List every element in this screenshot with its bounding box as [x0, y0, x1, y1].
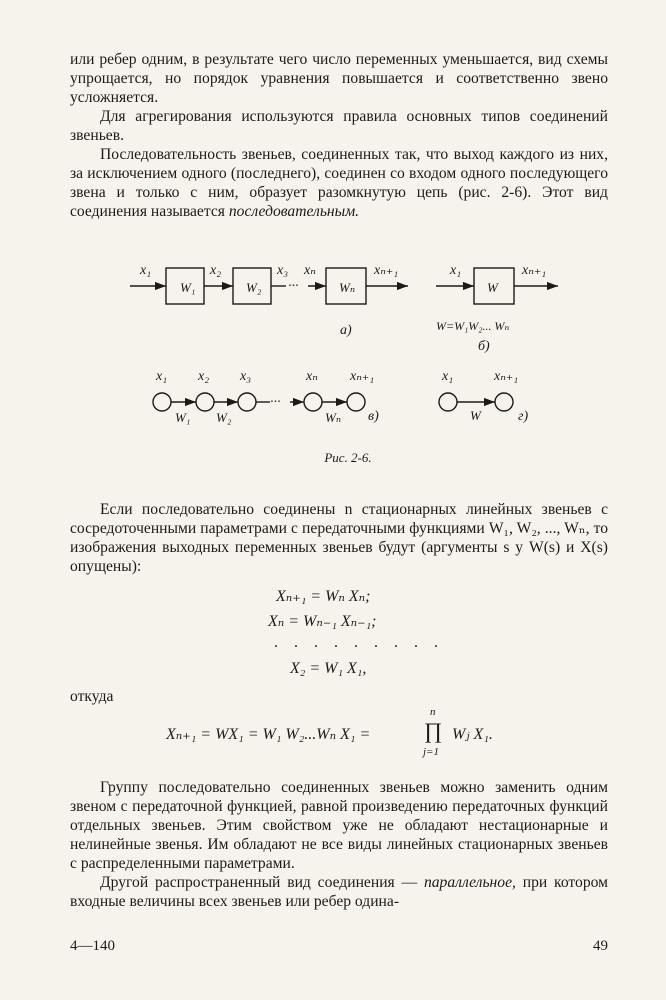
label-w1: W₁ [180, 280, 196, 295]
equation-main-left: Xₙ₊₁ = WX₁ = W₁ W₂...Wₙ X₁ = [166, 726, 371, 743]
equation-3: X₂ = W₁ X₁, [290, 660, 367, 677]
text-bottom [70, 778, 608, 911]
paragraph-4: Если последовательно соединены n стационарных линейных звеньев с сосредоточенными параметрами с передаточными функциями W₁, W₂, ..., Wₙ, то изображения выходных переменных звеньев будут (аргументы s у W(s) и X(s) опущены): [70, 501, 608, 575]
paragraph-2: Для агрегирования используются правила основных типов соединений звеньев. [70, 108, 608, 144]
label-x3-v: x₃ [240, 369, 252, 384]
paragraph-6-end: при котором входные величины всех звеньев или ребер одина- [70, 874, 608, 910]
paragraph-6-start: Другой распространенный вид соединения — [100, 874, 424, 891]
node-1 [153, 393, 171, 411]
label-xn-v: xₙ [306, 369, 318, 384]
label-wn: Wₙ [339, 280, 356, 295]
label-g: г) [518, 409, 529, 424]
dots-v: ··· [270, 395, 281, 410]
equation-dots: . . . . . . . . . [274, 634, 444, 651]
node-g1 [439, 393, 457, 411]
product-lower: j=1 [423, 746, 439, 758]
label-xn1-v: xₙ₊₁ [350, 369, 375, 384]
paragraph-3-text: Последовательность звеньев, соединенных так, что выход каждого из них, за исключением одного (последнего), соединен со входом одного последующего звена и только с ним, образует разомкнутую цепь (рис. 2-6). Этот вид соединения называется [70, 146, 608, 220]
label-x2-a: x₂ [210, 263, 222, 278]
product-upper: n [430, 706, 436, 718]
label-w-g: W [470, 408, 481, 423]
figure-diagram [118, 250, 578, 450]
diagram-a [130, 268, 408, 304]
product-symbol: ∏ [424, 718, 443, 743]
equation-2: Xₙ = Wₙ₋₁ Xₙ₋₁; [268, 613, 377, 630]
node-2 [196, 393, 214, 411]
signature-mark: 4—140 [70, 938, 115, 954]
label-w1-v: W₁ [175, 410, 191, 425]
node-n1 [347, 393, 365, 411]
label-xn1-g: xₙ₊₁ [494, 369, 519, 384]
label-b: б) [478, 339, 490, 354]
label-w2-v: W₂ [216, 410, 232, 425]
label-w2: W₂ [246, 280, 262, 295]
paragraph-3 [70, 145, 608, 221]
label-x2-v: x₂ [198, 369, 210, 384]
label-v: в) [368, 409, 379, 424]
term-parallel: параллельное, [423, 874, 516, 891]
label-a: а) [340, 323, 352, 338]
dots-a: ··· [288, 279, 299, 294]
equation-main-right: Wⱼ X₁. [452, 726, 493, 743]
paragraph-1: или ребер одним, в результате чего число переменных уменьшается, вид схемы упрощается, но порядок уравнения повышается и соответственно звено усложняется. [70, 51, 608, 106]
equation-1: Xₙ₊₁ = Wₙ Xₙ; [276, 588, 371, 605]
node-g2 [495, 393, 513, 411]
page-number: 49 [593, 938, 608, 954]
label-x3-a: x₃ [277, 263, 289, 278]
label-x1-g: x₁ [442, 369, 454, 384]
paragraph-6 [70, 873, 608, 911]
formula-b: W=W₁W₂... Wₙ [436, 319, 510, 333]
node-n [304, 393, 322, 411]
term-sequential: последовательным. [228, 203, 360, 220]
diagram-v [153, 393, 365, 411]
node-3 [238, 393, 256, 411]
text-mid [70, 500, 608, 576]
label-w: W [487, 280, 498, 295]
label-xn1-a: xₙ₊₁ [374, 263, 399, 278]
label-xn1-b: xₙ₊₁ [522, 263, 547, 278]
figure-2-6 [118, 250, 578, 470]
word-otkuda: откуда [70, 688, 114, 705]
figure-caption: Рис. 2-6. [324, 450, 372, 465]
text-top [70, 50, 608, 221]
label-x1-b: x₁ [450, 263, 462, 278]
label-xn-a: xₙ [304, 263, 316, 278]
paragraph-5: Группу последовательно соединенных звеньев можно заменить одним звеном с передаточной функцией, равной произведению передаточных функций отдельных звеньев. Этим свойством уже не обладают нестационарные и нелинейные звенья. Им обладают не все виды линейных стационарных звеньев с распределенными параметрами. [70, 779, 608, 872]
label-wn-v: Wₙ [325, 410, 342, 425]
label-x1-v: x₁ [156, 369, 168, 384]
label-x1-a: x₁ [140, 263, 152, 278]
